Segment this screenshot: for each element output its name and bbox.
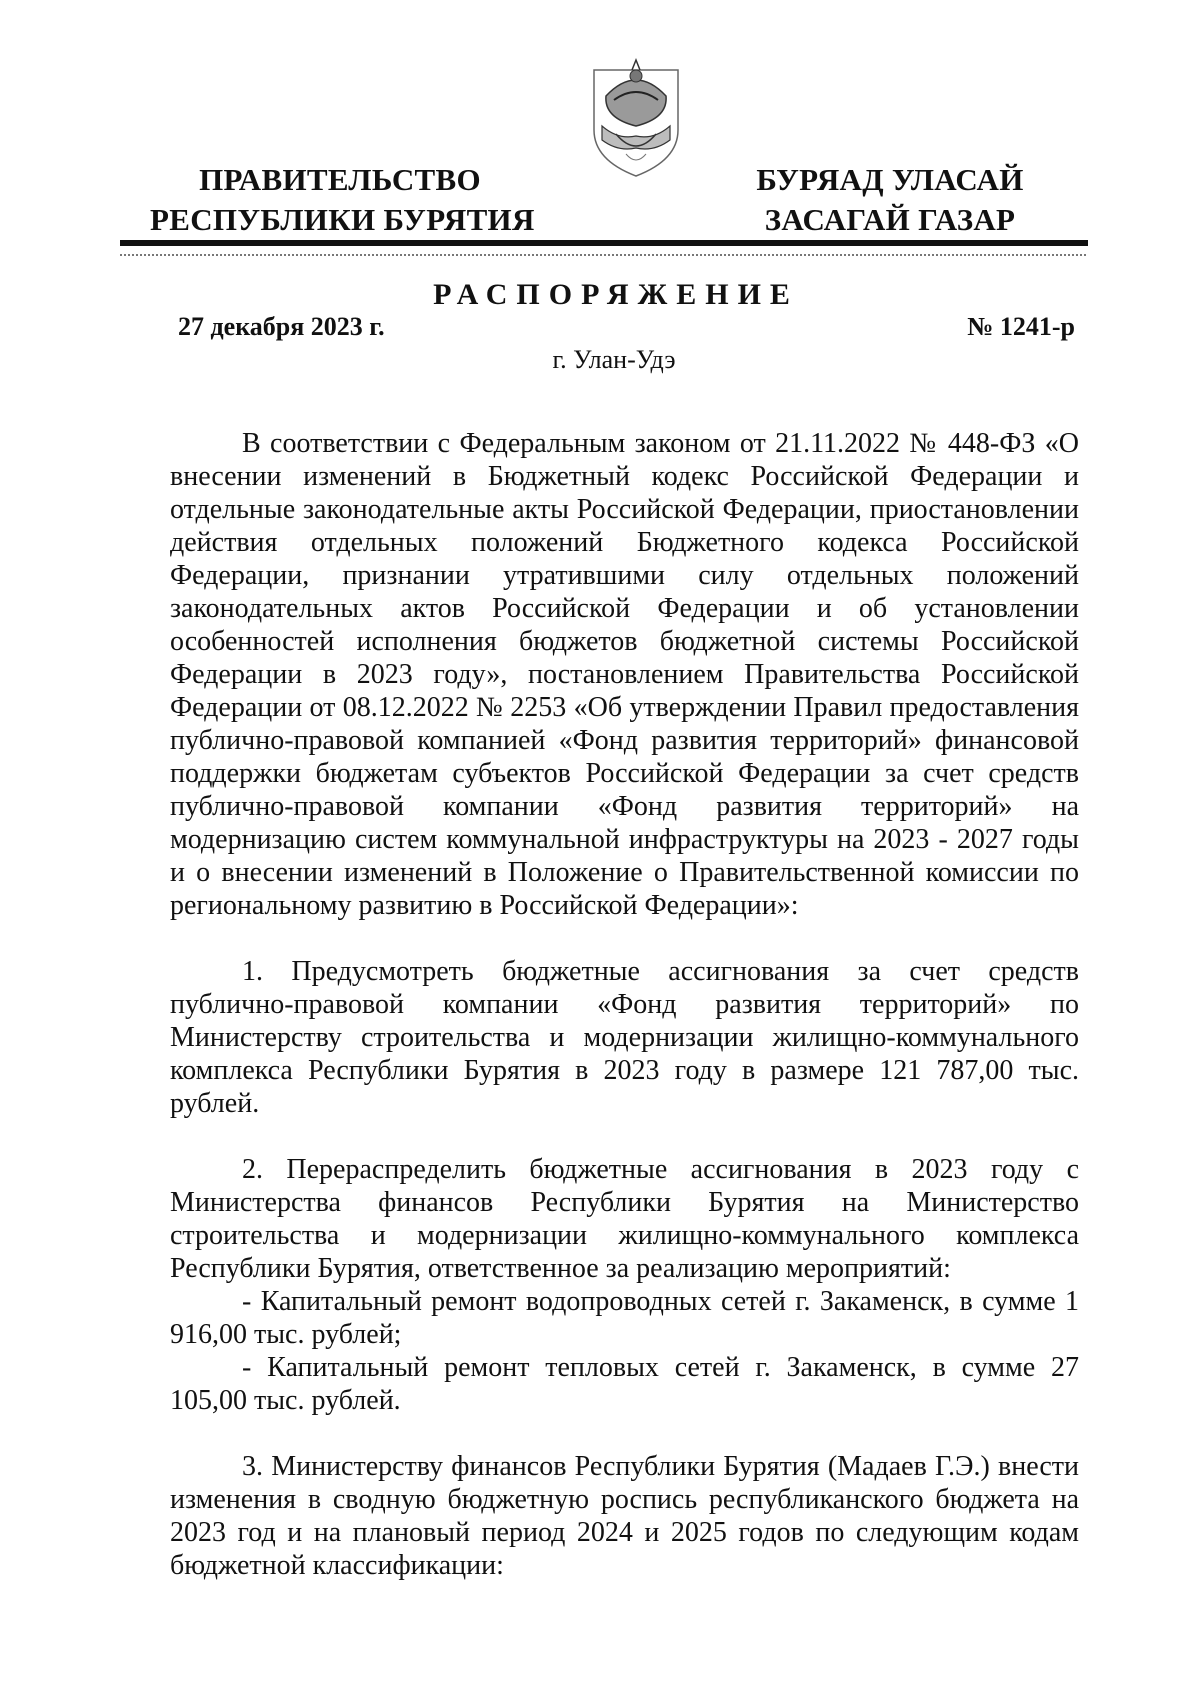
issuer-name-buryat	[740, 160, 1040, 240]
issuer-line-2: РЕСПУБЛИКИ БУРЯТИЯ	[150, 202, 535, 237]
document-date: 27 декабря 2023 г.	[178, 312, 385, 341]
document-city: г. Улан-Удэ	[552, 345, 676, 374]
issuer-line-1: ПРАВИТЕЛЬСТВО	[199, 162, 481, 197]
issuer-buryat-line-1: БУРЯАД УЛАСАЙ	[756, 162, 1024, 197]
document-type: РАСПОРЯЖЕНИЕ	[433, 278, 799, 311]
issuer-name-russian	[150, 160, 535, 240]
coat-of-arms-icon	[588, 56, 684, 180]
item-2-subitem-1: - Капитальный ремонт водопроводных сетей г. Закаменск, в сумме 1 916,00 тыс. рублей;	[170, 1286, 1079, 1350]
header-rule-thin	[120, 254, 1088, 256]
issuer-buryat-line-2: ЗАСАГАЙ ГАЗАР	[764, 202, 1016, 237]
item-2-paragraph: 2. Перераспределить бюджетные ассигнования в 2023 году с Министерства финансов Республики Бурятия на Министерство строительства и модернизации жилищно-коммунального комплекса Республики Бурятия, ответственное за реализацию мероприятий:	[170, 1154, 1079, 1284]
header-rule-thick	[120, 240, 1088, 246]
preamble-paragraph: В соответствии с Федеральным законом от 21.11.2022 № 448-ФЗ «О внесении изменений в Бюджетный кодекс Российской Федерации и отдельные законодательные акты Российской Федерации, приостановлении действия отдельных положений Бюджетного кодекса Российской Федерации, признании утратившими силу отдельных положений законодательных актов Российской Федерации и об установлении особенностей исполнения бюджетов бюджетной системы Российской Федерации в 2023 году», постановлением Правительства Российской Федерации от 08.12.2022 № 2253 «Об утверждении Правил предоставления публично-правовой компанией «Фонд развития территорий» финансовой поддержки бюджетам субъектов Российской Федерации за счет средств публично-правовой компании «Фонд развития территорий» на модернизацию систем коммунальной инфраструктуры на 2023 - 2027 годы и о внесении изменений в Положение о Правительственной комиссии по региональному развитию в Российской Федерации»:	[170, 428, 1079, 921]
document-body	[170, 427, 1079, 1582]
document-number: № 1241-р	[967, 312, 1075, 341]
item-2-subitem-2: - Капитальный ремонт тепловых сетей г. Закаменск, в сумме 27 105,00 тыс. рублей.	[170, 1352, 1079, 1416]
item-1-paragraph: 1. Предусмотреть бюджетные ассигнования за счет средств публично-правовой компании «Фонд развития территорий» по Министерству строительства и модернизации жилищно-коммунального комплекса Республики Бурятия в 2023 году в размере 121 787,00 тыс. рублей.	[170, 956, 1079, 1119]
item-3-paragraph: 3. Министерству финансов Республики Бурятия (Мадаев Г.Э.) внести изменения в сводную бюджетную роспись республиканского бюджета на 2023 год и на плановый период 2024 и 2025 годов по следующим кодам бюджетной классификации:	[170, 1451, 1079, 1581]
